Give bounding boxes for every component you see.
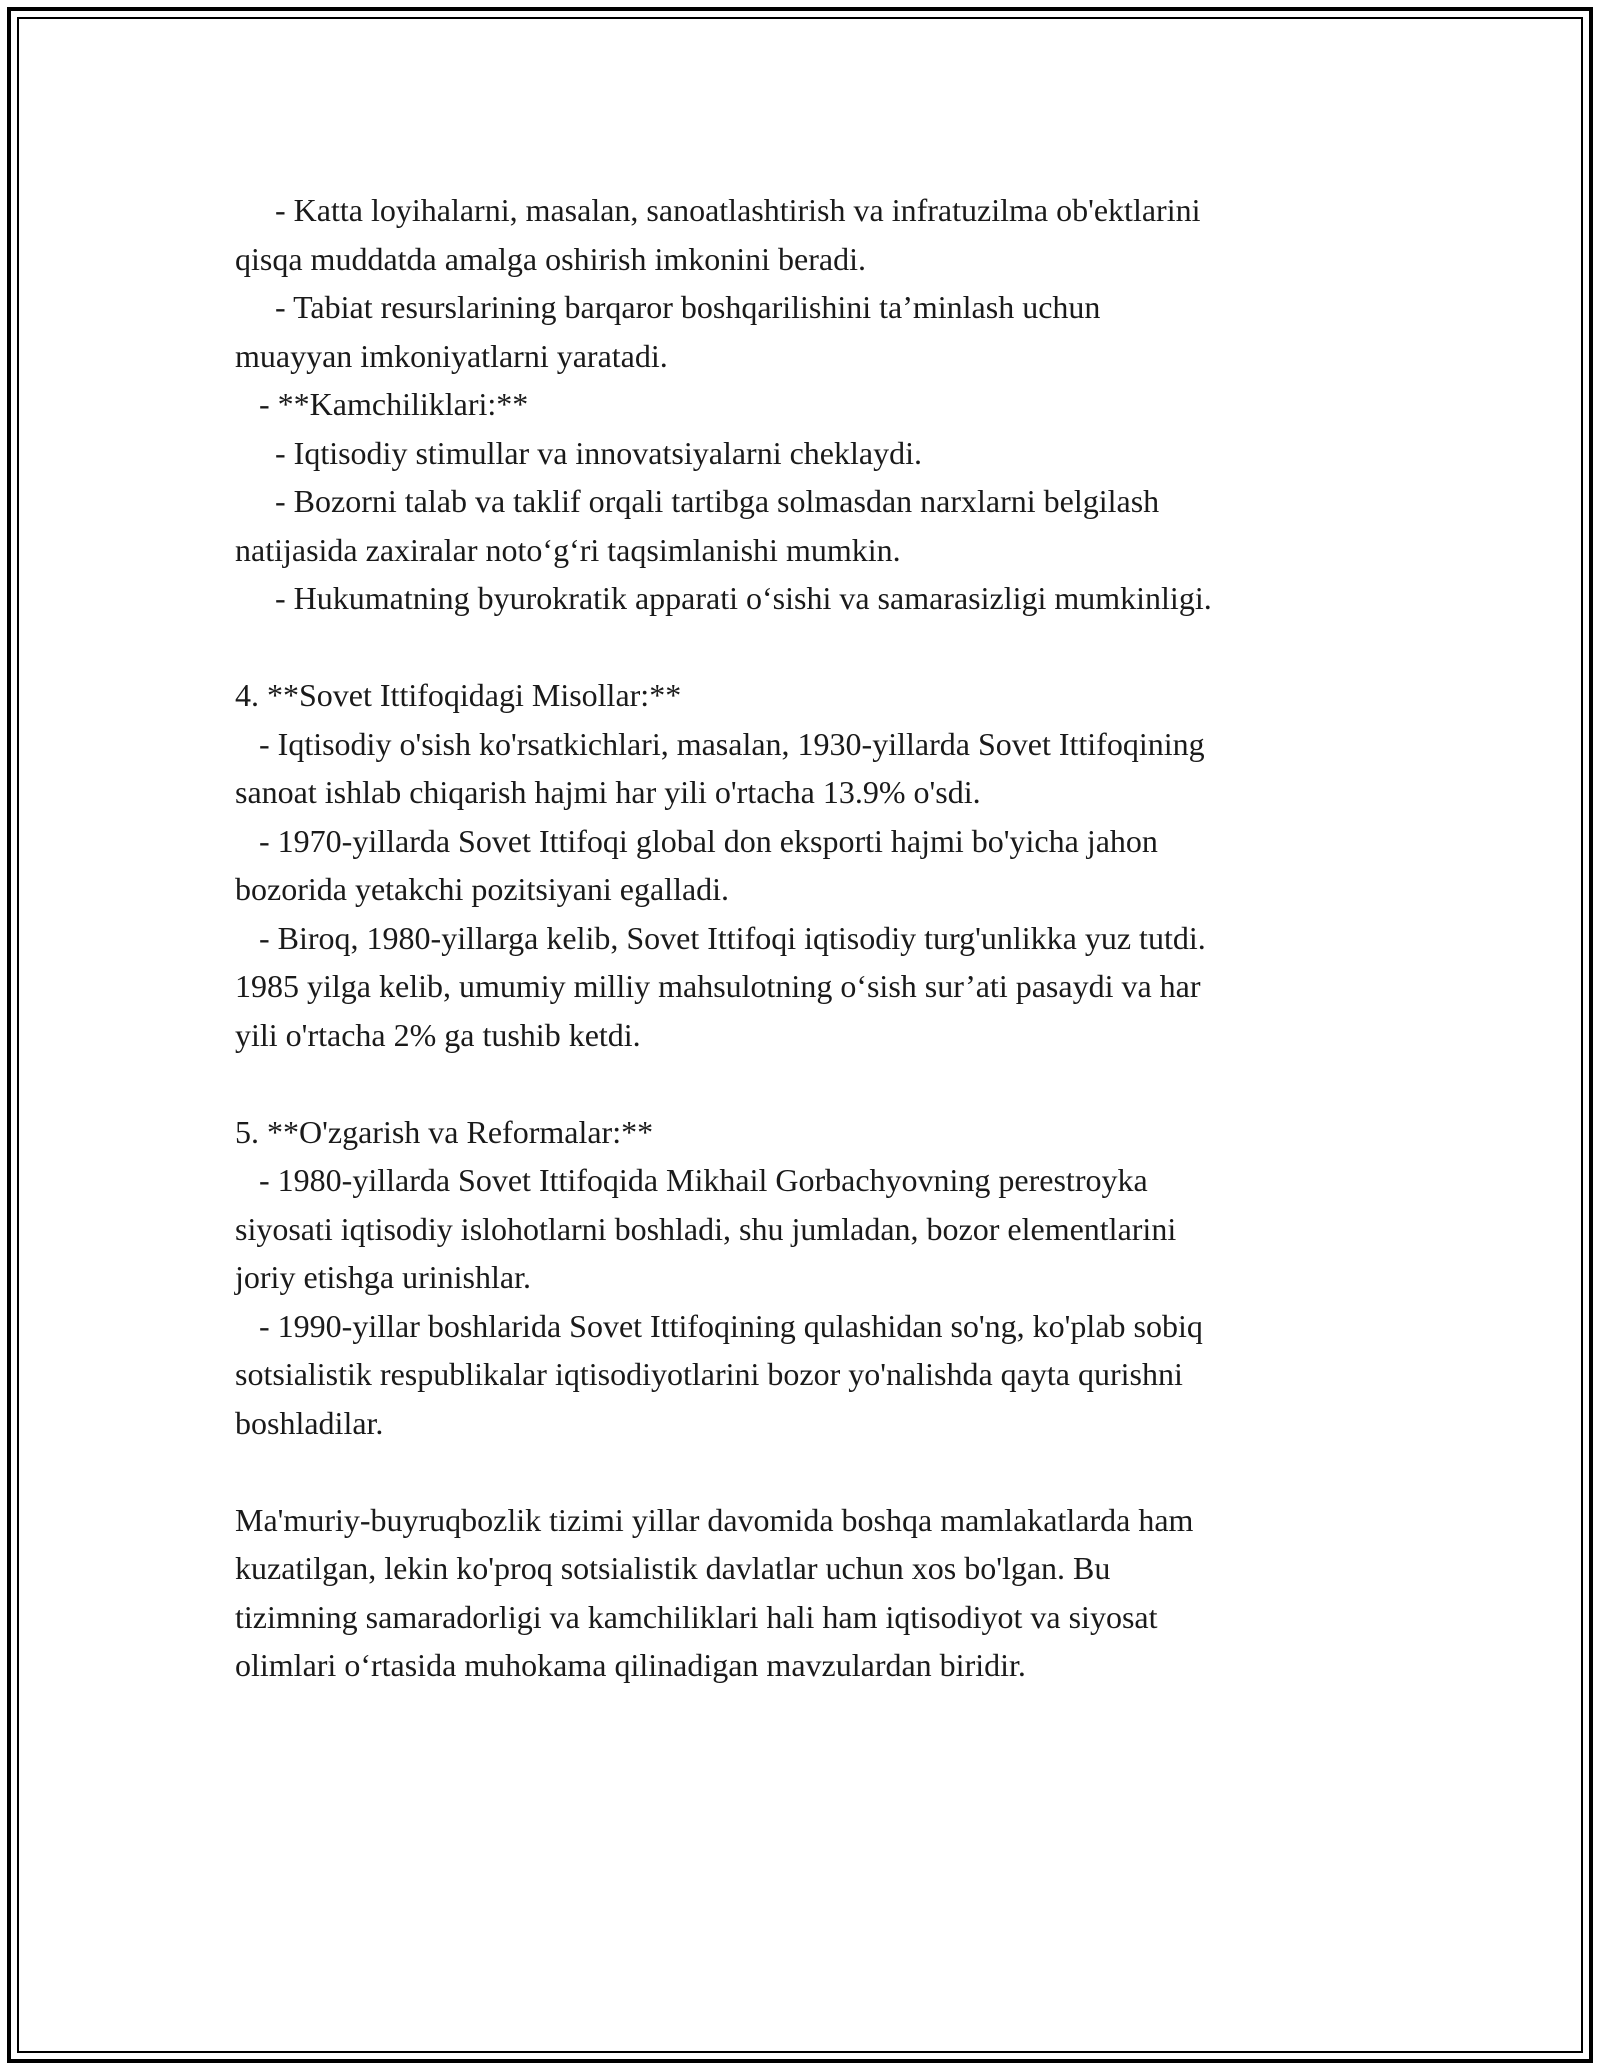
- text-line: - Tabiat resurslarining barqaror boshqarilishini ta’minlash uchun: [235, 289, 1101, 325]
- text-line: - 1980-yillarda Sovet Ittifoqida Mikhail Gorbachyovning perestroyka: [235, 1162, 1148, 1198]
- text-line: 1985 yilga kelib, umumiy milliy mahsulotning o‘sish sur’ati pasaydi va har: [235, 968, 1201, 1004]
- text-line: - Hukumatning byurokratik apparati o‘sishi va samarasizligi mumkinligi.: [235, 580, 1212, 616]
- blank-line: [235, 623, 1370, 672]
- text-line: boshladilar.: [235, 1404, 384, 1441]
- section-heading: 5. **O'zgarish va Reformalar:**: [235, 1113, 654, 1150]
- text-line: qisqa muddatda amalga oshirish imkonini beradi.: [235, 240, 866, 277]
- text-line: sotsialistik respublikalar iqtisodiyotlarini bozor yo'nalishda qayta qurishni: [235, 1356, 1183, 1392]
- text-line: - Bozorni talab va taklif orqali tartibga solmasdan narxlarni belgilash: [235, 483, 1160, 519]
- text-line: bozorida yetakchi pozitsiyani egalladi.: [235, 871, 730, 907]
- text-line: siyosati iqtisodiy islohotlarni boshladi, shu jumladan, bozor elementlarini: [235, 1210, 1177, 1247]
- document-body: [235, 186, 1370, 1690]
- text-line: muayyan imkoniyatlarni yaratadi.: [235, 337, 668, 374]
- text-line: - Katta loyihalarni, masalan, sanoatlashtirish va infratuzilma ob'ektlarini: [235, 192, 1201, 228]
- blank-line: [235, 1447, 1370, 1496]
- text-line: sanoat ishlab chiqarish hajmi har yili o'rtacha 13.9% o'sdi.: [235, 774, 981, 810]
- text-line: joriy etishga urinishlar.: [235, 1259, 531, 1295]
- text-line: tizimning samaradorligi va kamchiliklari hali ham iqtisodiyot va siyosat: [235, 1598, 1158, 1635]
- blank-line: [235, 1059, 1370, 1108]
- text-line: natijasida zaxiralar noto‘g‘ri taqsimlanishi mumkin.: [235, 531, 901, 568]
- text-line: - Biroq, 1980-yillarga kelib, Sovet Ittifoqi iqtisodiy turg'unlikka yuz tutdi.: [235, 919, 1206, 956]
- text-line: - **Kamchiliklari:**: [235, 386, 529, 422]
- text-line: olimlari o‘rtasida muhokama qilinadigan mavzulardan biridir.: [235, 1647, 1026, 1683]
- text-line: kuzatilgan, lekin ko'proq sotsialistik davlatlar uchun xos bo'lgan. Bu: [235, 1550, 1111, 1586]
- section-heading: 4. **Sovet Ittifoqidagi Misollar:**: [235, 677, 682, 713]
- text-line: - 1970-yillarda Sovet Ittifoqi global don eksporti hajmi bo'yicha jahon: [235, 822, 1158, 859]
- text-line: yili o'rtacha 2% ga tushib ketdi.: [235, 1016, 641, 1053]
- text-line: Ma'muriy-buyruqbozlik tizimi yillar davomida boshqa mamlakatlarda ham: [235, 1501, 1194, 1538]
- text-line: - Iqtisodiy stimullar va innovatsiyalarni cheklaydi.: [235, 434, 922, 471]
- text-line: - 1990-yillar boshlarida Sovet Ittifoqining qulashidan so'ng, ko'plab sobiq: [235, 1307, 1203, 1344]
- text-line: - Iqtisodiy o'sish ko'rsatkichlari, masalan, 1930-yillarda Sovet Ittifoqining: [235, 725, 1205, 762]
